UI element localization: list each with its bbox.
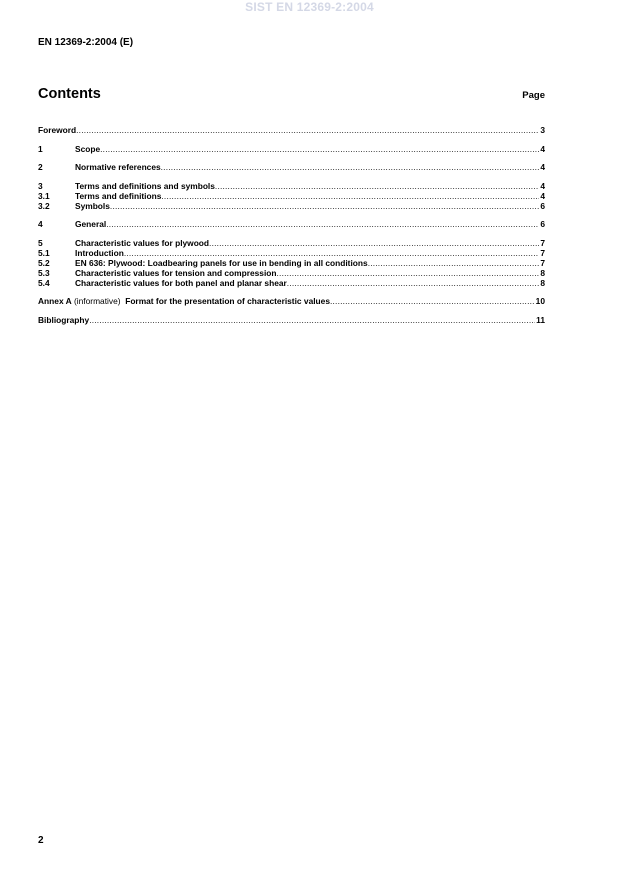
toc-entry-general[interactable] xyxy=(38,219,545,229)
watermark: SIST EN 12369-2:2004 xyxy=(245,0,374,14)
toc-entry-title: Normative references xyxy=(75,162,161,172)
toc-entry-page: 10 xyxy=(535,296,545,306)
toc-entry-number: 1 xyxy=(38,143,43,154)
toc-entry-page: 8 xyxy=(540,267,545,278)
toc-entry-title: Foreword xyxy=(38,125,77,135)
toc-entry-title: Scope xyxy=(75,143,101,154)
toc-entry-normative-references[interactable] xyxy=(38,162,545,172)
toc-entry-page: 11 xyxy=(536,314,545,325)
dot-leader xyxy=(161,162,540,172)
dot-leader xyxy=(100,144,539,154)
toc-entry-number: 4 xyxy=(38,219,43,229)
dot-leader xyxy=(161,191,539,201)
toc-entry-title: Symbols xyxy=(75,200,110,211)
toc-entry-title: Terms and definitions xyxy=(75,190,162,201)
dot-leader xyxy=(124,248,539,258)
dot-leader xyxy=(277,268,540,278)
page-number: 2 xyxy=(38,835,44,846)
toc-entry-title: Characteristic values for plywood xyxy=(75,237,210,248)
dot-leader xyxy=(287,278,540,288)
toc-entry-introduction[interactable] xyxy=(38,248,545,258)
annex-title: Format for the presentation of characteristic values xyxy=(125,296,330,306)
toc-entry-title: General xyxy=(75,219,107,229)
toc-entry-number: 5.1 xyxy=(38,247,50,258)
toc-entry-scope[interactable] xyxy=(38,144,545,154)
toc-entry-page: 4 xyxy=(540,190,545,201)
annex-label: Annex A xyxy=(38,296,72,306)
toc-entry-number: 5.2 xyxy=(38,257,50,268)
toc-entry-title: Characteristic values for both panel and planar shear xyxy=(75,277,287,288)
toc-entry-en-636[interactable] xyxy=(38,258,545,268)
toc-entry-title: Characteristic values for tension and compression xyxy=(75,267,277,278)
toc-entry-page: 6 xyxy=(540,200,545,211)
toc-entry-number: 5.4 xyxy=(38,277,50,288)
toc-entry-page: 4 xyxy=(540,143,545,154)
page-column-label: Page xyxy=(522,90,545,101)
toc-entry-bibliography[interactable] xyxy=(38,315,545,325)
toc-entry-title: EN 636: Plywood: Loadbearing panels for use in bending in all conditions xyxy=(75,257,368,268)
toc-entry-number: 3.1 xyxy=(38,190,50,201)
toc-entry-panel-planar-shear[interactable] xyxy=(38,278,545,288)
toc-entry-page: 8 xyxy=(540,277,545,288)
toc-entry-page: 7 xyxy=(540,247,545,258)
toc-entry-title: Bibliography xyxy=(38,314,90,325)
toc-entry-page: 4 xyxy=(540,162,545,172)
toc-entry-tension-compression[interactable] xyxy=(38,268,545,278)
toc-entry-number: 2 xyxy=(38,162,43,172)
document-id: EN 12369-2:2004 (E) xyxy=(38,37,134,48)
toc-entry-page: 3 xyxy=(540,125,545,135)
toc-entry-page: 7 xyxy=(540,257,545,268)
toc-entry-page: 6 xyxy=(540,219,545,229)
toc-entry-page: 4 xyxy=(540,180,545,191)
toc-entry-annex-a[interactable] xyxy=(38,296,545,306)
toc-entry-terms-definitions[interactable] xyxy=(38,191,545,201)
toc-entry-title: Introduction xyxy=(75,247,124,258)
toc-entry-number: 3.2 xyxy=(38,200,50,211)
toc-entry-number: 5.3 xyxy=(38,267,50,278)
toc-entry-characteristic-values-plywood[interactable] xyxy=(38,238,545,248)
toc-entry-title: Terms and definitions and symbols xyxy=(75,180,215,191)
dot-leader xyxy=(368,258,540,268)
dot-leader xyxy=(209,238,539,248)
toc-entry-symbols[interactable] xyxy=(38,201,545,211)
toc-entry-page: 7 xyxy=(540,237,545,248)
table-of-contents xyxy=(38,125,545,325)
toc-entry-title xyxy=(38,296,330,306)
toc-entry-number: 5 xyxy=(38,237,43,248)
dot-leader xyxy=(76,125,539,135)
dot-leader xyxy=(110,201,539,211)
dot-leader xyxy=(330,296,535,306)
toc-entry-foreword[interactable] xyxy=(38,125,545,135)
contents-heading: Contents xyxy=(38,86,101,102)
toc-entry-terms-definitions-symbols[interactable] xyxy=(38,181,545,191)
annex-note: (informative) xyxy=(71,296,126,306)
toc-entry-number: 3 xyxy=(38,180,43,191)
dot-leader xyxy=(89,315,535,325)
dot-leader xyxy=(215,181,539,191)
dot-leader xyxy=(106,219,539,229)
